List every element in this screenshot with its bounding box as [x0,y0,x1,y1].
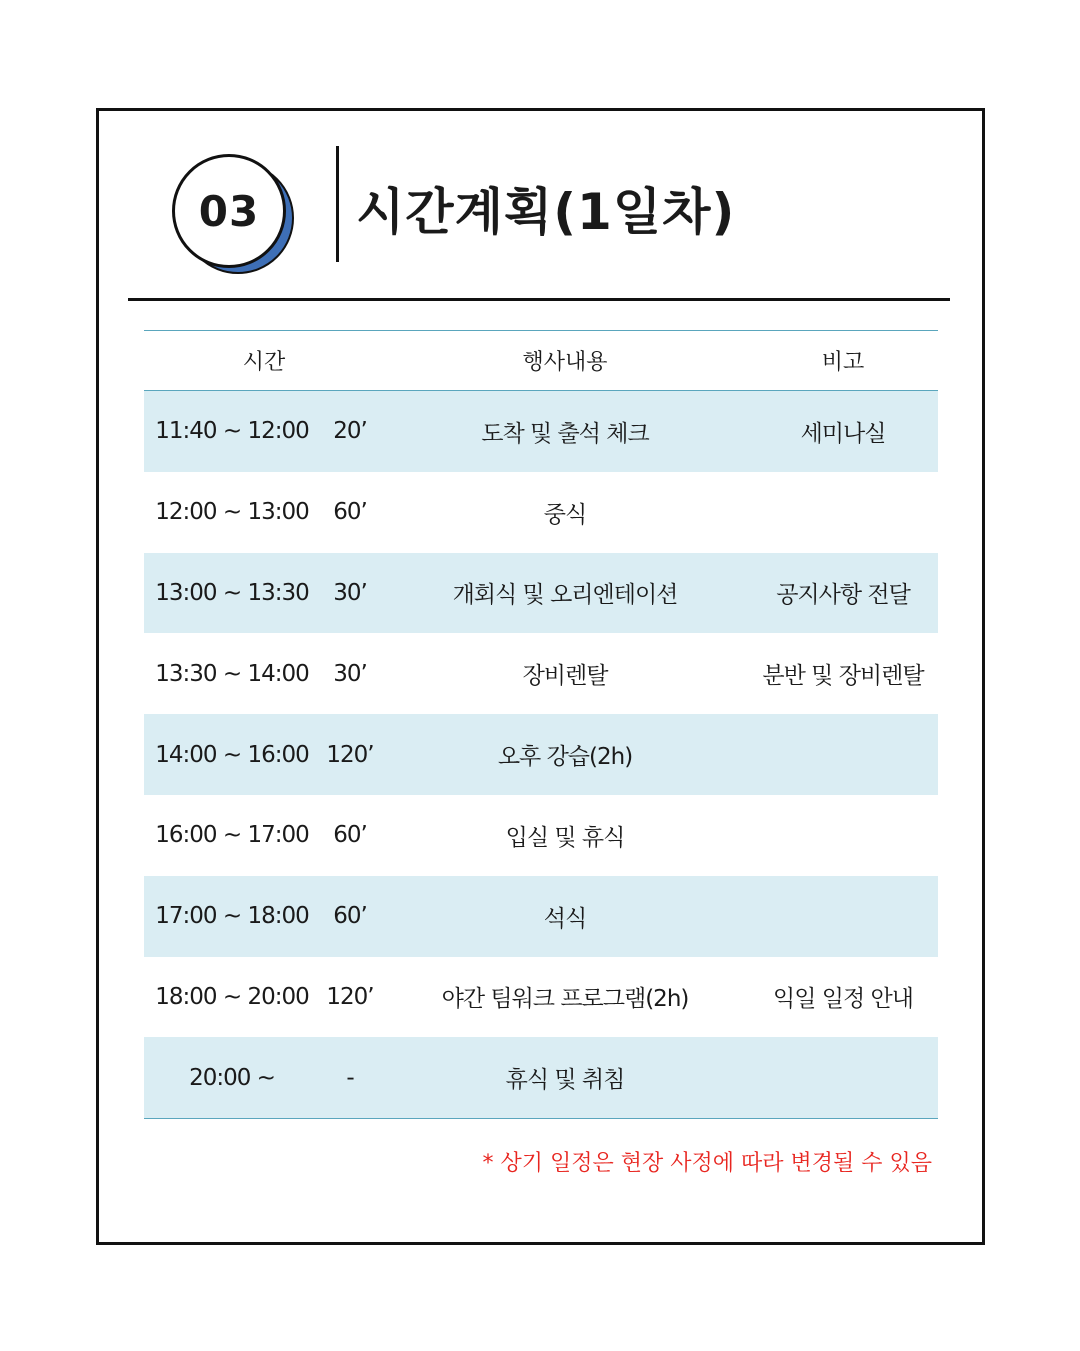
table-row [144,714,938,795]
table-row [144,876,938,957]
event-cell: 오후 강습(2h) [497,744,633,771]
page-title: 시간계획(1일차) [356,183,736,241]
section-number: 03 [198,186,260,236]
header-event: 행사내용 [522,350,608,375]
duration-cell: - [346,1064,354,1091]
schedule-table [144,330,938,1119]
duration-cell: 30’ [333,660,367,687]
event-cell: 도착 및 출석 체크 [481,420,649,447]
table-row [144,1037,938,1119]
note-cell: 세미나실 [800,420,886,447]
time-cell: 16:00 ~ 17:00 [155,822,309,849]
note-cell: 공지사항 전달 [776,582,910,609]
event-cell: 휴식 및 취침 [505,1067,625,1094]
time-cell: 14:00 ~ 16:00 [155,741,309,768]
table-row [144,957,938,1038]
event-cell: 개회식 및 오리엔테이션 [452,582,678,609]
time-cell: 18:00 ~ 20:00 [155,983,309,1010]
time-cell: 13:00 ~ 13:30 [155,579,309,606]
event-cell: 야간 팀워크 프로그램(2h) [441,986,689,1013]
note-cell [744,1037,942,1118]
time-cell: 17:00 ~ 18:00 [155,903,309,930]
duration-cell: 120’ [326,741,374,768]
note-cell: 익일 일정 안내 [773,986,913,1013]
time-cell: 13:30 ~ 14:00 [155,660,309,687]
duration-cell: 120’ [326,983,374,1010]
section-number-badge [172,154,286,268]
table-row [144,633,938,714]
event-cell: 장비렌탈 [522,663,608,690]
table-row [144,391,938,472]
duration-cell: 60’ [333,499,367,526]
note-cell [744,795,942,876]
time-cell: 20:00 ~ [189,1064,275,1091]
note-cell [744,876,942,957]
time-cell: 12:00 ~ 13:00 [155,499,309,526]
time-cell: 11:40 ~ 12:00 [155,418,309,445]
table-header [144,330,938,391]
duration-cell: 60’ [333,822,367,849]
table-body [144,391,938,1119]
table-row [144,553,938,634]
header-note: 비고 [821,350,865,375]
note-cell [744,472,942,553]
note-cell [744,714,942,795]
title-divider [336,146,339,262]
duration-cell: 20’ [333,418,367,445]
footnote: * 상기 일정은 현장 사정에 따라 변경될 수 있음 [482,1151,932,1176]
event-cell: 석식 [543,905,587,932]
event-cell: 입실 및 휴식 [505,824,625,851]
duration-cell: 30’ [333,579,367,606]
duration-cell: 60’ [333,903,367,930]
header-rule [128,298,950,301]
header-time: 시간 [242,350,286,375]
note-cell: 분반 및 장비렌탈 [762,663,924,690]
table-row [144,472,938,553]
table-row [144,795,938,876]
event-cell: 중식 [543,501,587,528]
